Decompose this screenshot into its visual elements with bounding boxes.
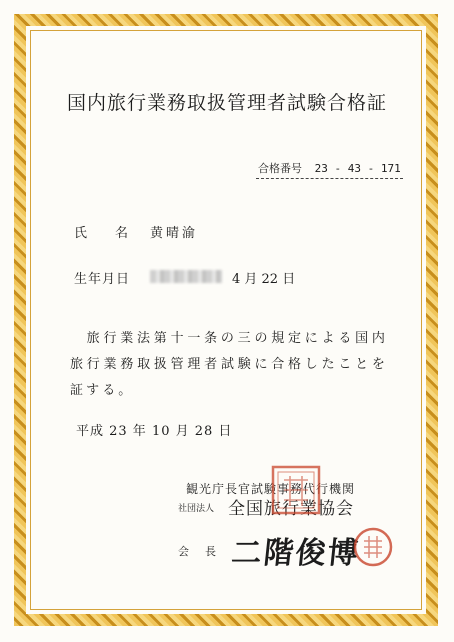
exam-number: [256, 160, 403, 179]
corp-name: 全国旅行業協会: [228, 499, 354, 519]
president-label: 会長: [178, 545, 232, 558]
certificate-title: 国内旅行業務取扱管理者試験合格証: [66, 92, 387, 114]
issue-date: 平成 23 年 10 月 28 日: [76, 424, 233, 439]
corp-label: 社団法人: [178, 504, 215, 514]
president-seal-icon: [352, 526, 394, 568]
name-label: 氏名: [74, 226, 157, 241]
inner-border: [30, 30, 422, 610]
exam-number-value: 23 - 43 - 171: [314, 162, 401, 175]
name-value: 黄晴渝: [150, 226, 199, 241]
exam-number-label: 合格番号: [258, 162, 302, 175]
agency-line: 観光庁長官試験事務代行機関: [186, 482, 356, 496]
dob-value: 4 月 22 日: [232, 272, 296, 287]
statement-text: 旅行業法第十一条の三の規定による国内旅行業務取扱管理者試験に合格したことを証する。: [70, 331, 388, 398]
association-seal-icon: [270, 464, 322, 516]
certification-statement: [70, 326, 388, 404]
president-signature: 二階俊博: [229, 536, 362, 571]
redacted-year: [150, 270, 222, 283]
dob-label: 生年月日: [74, 272, 131, 287]
